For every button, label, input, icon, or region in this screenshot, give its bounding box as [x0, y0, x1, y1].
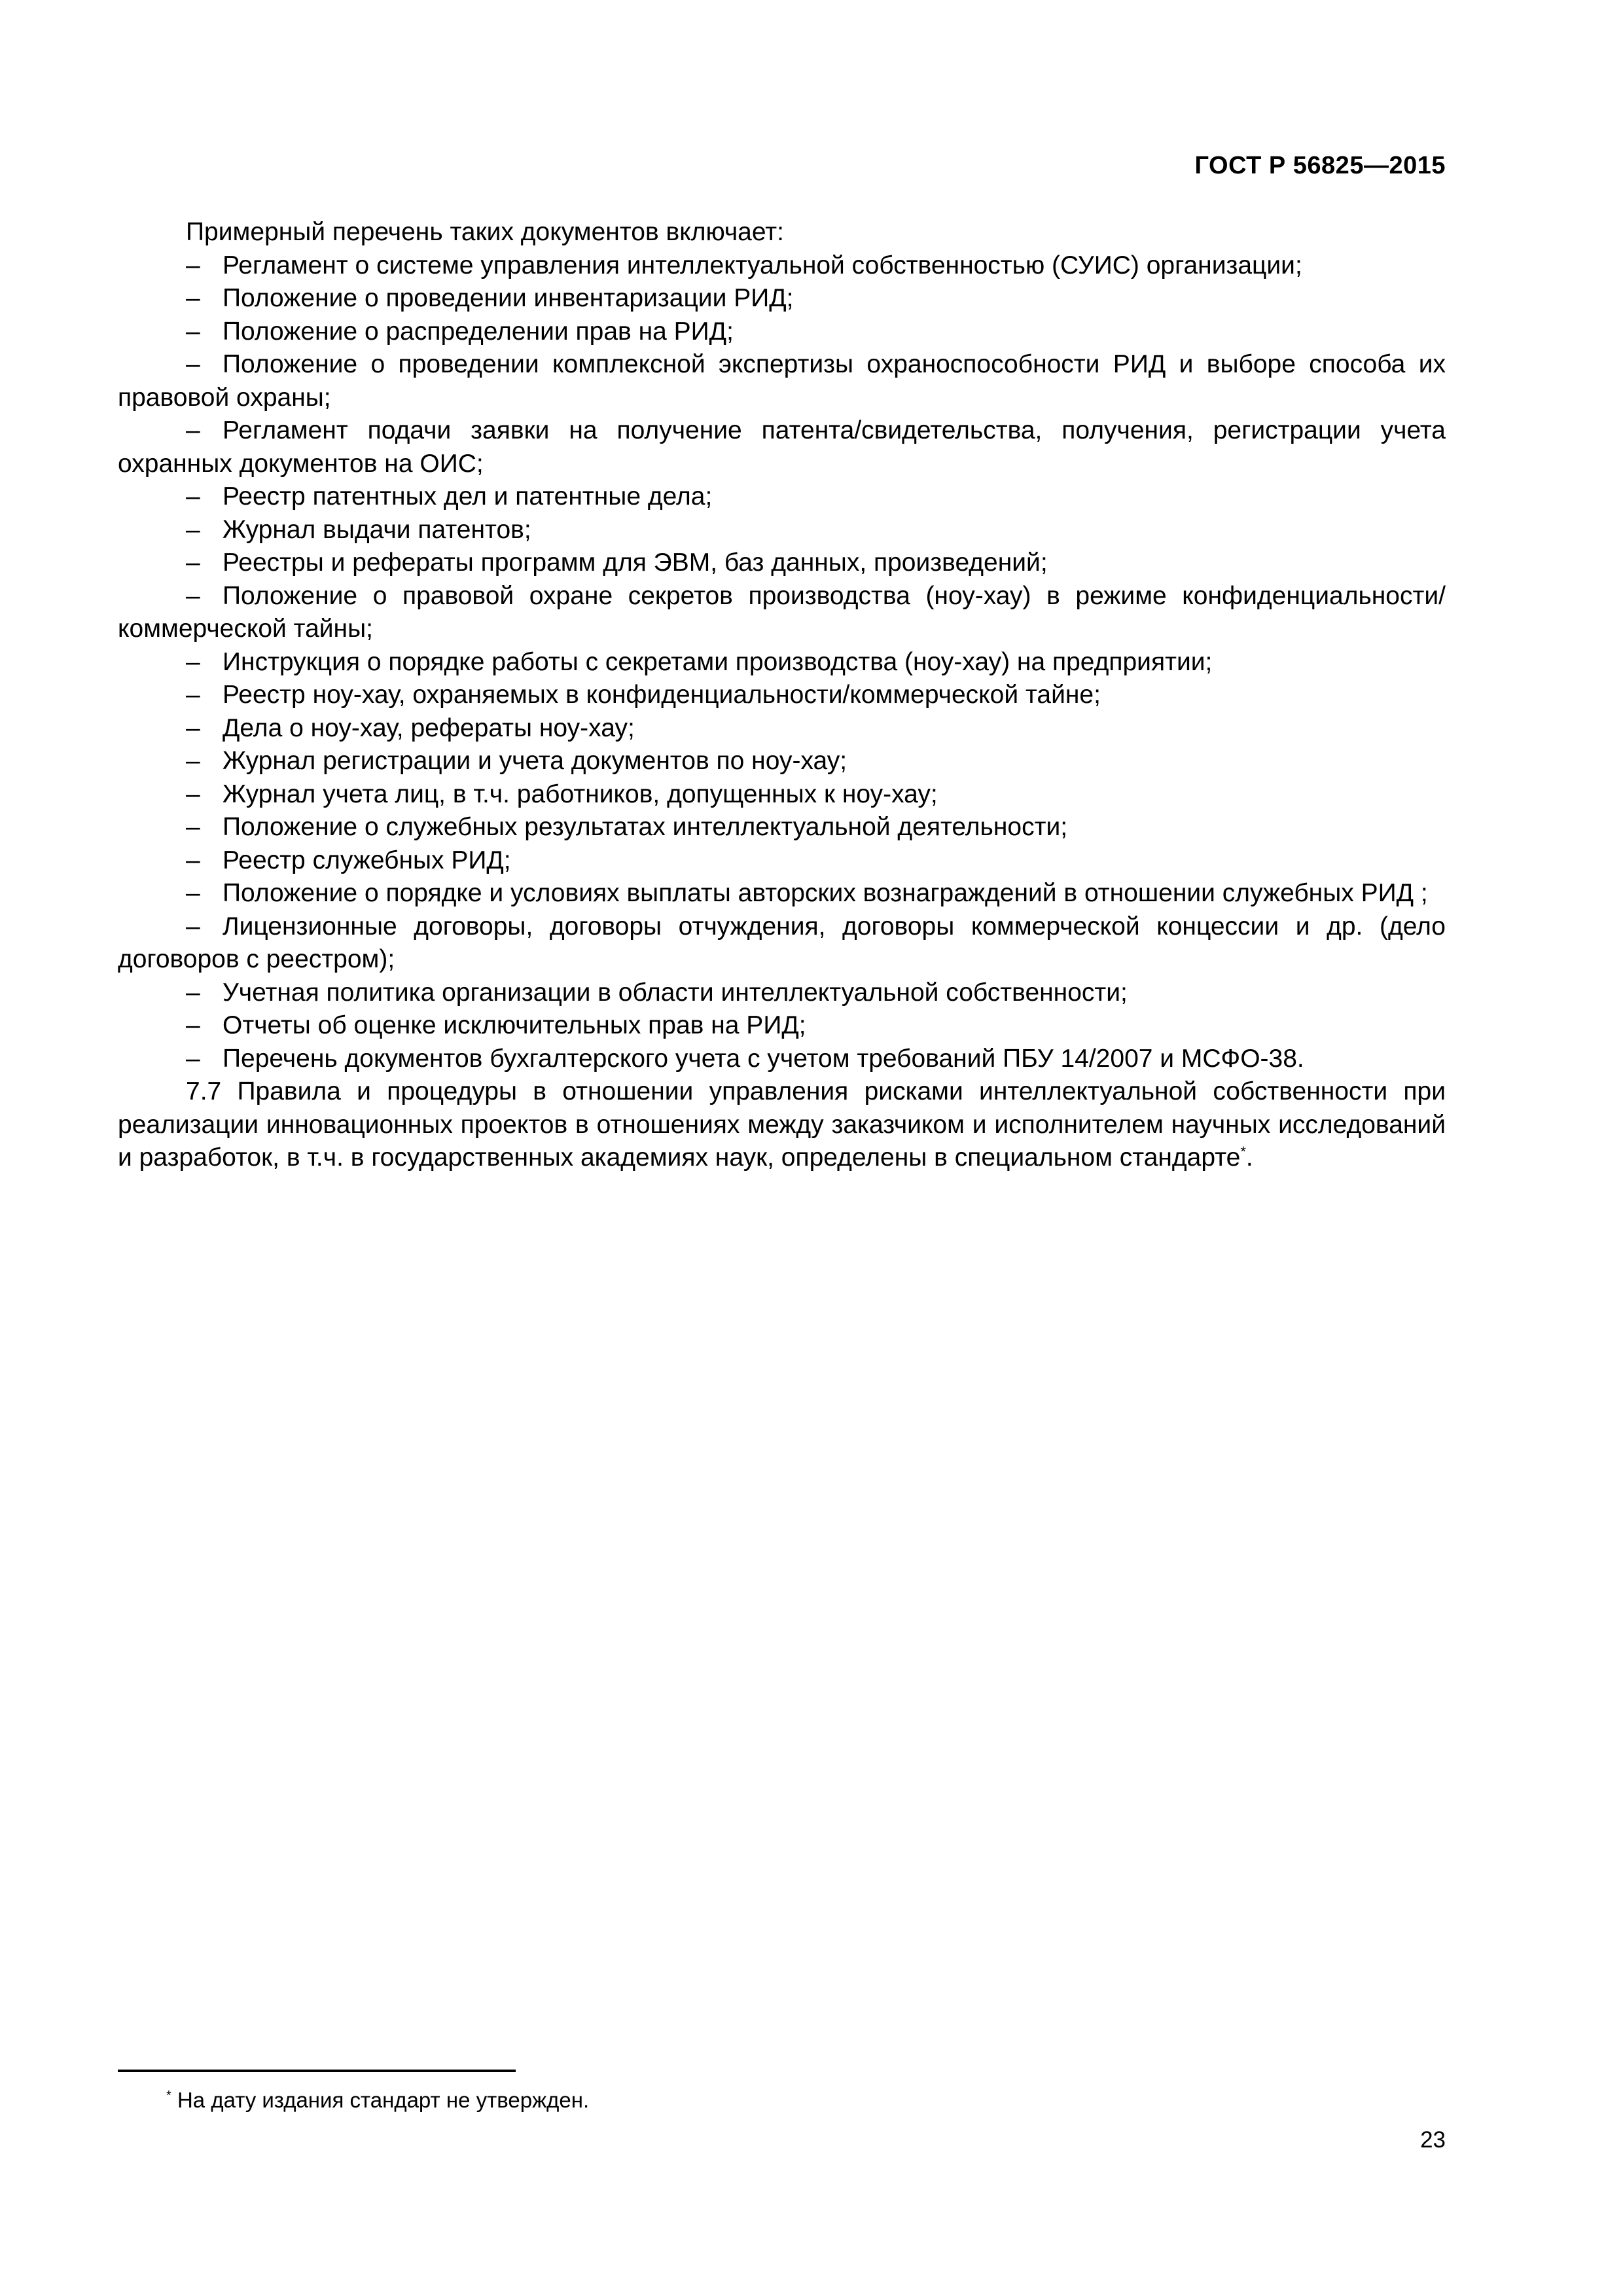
list-item-dash: – — [186, 647, 200, 676]
list-item-dash: – — [186, 284, 200, 312]
footnote — [166, 2088, 589, 2113]
list-item — [118, 877, 1446, 910]
clause-7-7-text: 7.7 Правила и процедуры в отношении управления рисками интеллектуальной собственности при реализации инновационных проектов в отношениях между заказчиком и исполнителем научных исследований и разработок, в т.ч. в государственных академиях наук, определены в специальном стандарте — [118, 1077, 1446, 1172]
list-item-text: Инструкция о порядке работы с секретами производства (ноу-хау) на предприятии; — [223, 647, 1213, 676]
list-item-text: Положение о проведении комплексной экспертизы охраноспособности РИД и выборе способа их правовой охраны; — [118, 350, 1446, 412]
list-item-dash: – — [186, 879, 200, 907]
list-item-dash: – — [186, 846, 200, 874]
list-item-dash: – — [186, 747, 200, 775]
list-item-text: Регламент о системе управления интеллектуальной собственностью (СУИС) организации; — [223, 251, 1302, 279]
footnote-reference: * — [1240, 1143, 1246, 1160]
list-item — [118, 1043, 1446, 1076]
list-item-text: Положение о служебных результатах интеллектуальной деятельности; — [223, 813, 1068, 841]
list-item-dash: – — [186, 681, 200, 709]
document-list — [118, 249, 1446, 1076]
list-item-text: Положение о проведении инвентаризации РИД; — [223, 284, 794, 312]
list-item-text: Регламент подачи заявки на получение патента/свидетельства, получения, регистрации учета охранных документов на ОИС; — [118, 416, 1446, 478]
list-item-dash: – — [186, 813, 200, 841]
list-item — [118, 844, 1446, 878]
list-item — [118, 547, 1446, 580]
list-item-dash: – — [186, 317, 200, 346]
list-item — [118, 514, 1446, 547]
list-item-dash: – — [186, 1044, 200, 1073]
list-item — [118, 778, 1446, 812]
list-item — [118, 249, 1446, 283]
list-item-dash: – — [186, 912, 200, 941]
list-item-dash: – — [186, 548, 200, 577]
list-item — [118, 348, 1446, 414]
document-header-title: ГОСТ Р 56825—2015 — [1194, 152, 1446, 179]
list-item-dash: – — [186, 713, 200, 742]
page-number: 23 — [1420, 2127, 1446, 2153]
list-item — [118, 480, 1446, 514]
list-item-text: Положение о распределении прав на РИД; — [223, 317, 734, 346]
list-item — [118, 282, 1446, 315]
list-item-dash: – — [186, 416, 200, 444]
list-item — [118, 811, 1446, 844]
list-item-dash: – — [186, 515, 200, 544]
list-item-text: Положение о порядке и условиях выплаты авторских вознаграждений в отношении служебных РИД ; — [223, 879, 1428, 907]
list-item-dash: – — [186, 1011, 200, 1039]
list-item — [118, 712, 1446, 745]
list-item-dash: – — [186, 780, 200, 808]
list-item-text: Положение о правовой охране секретов производства (ноу-хау) в режиме конфиденциальности/коммерческой тайны; — [118, 581, 1446, 643]
list-item-text: Реестр служебных РИД; — [223, 846, 511, 874]
footnote-text: На дату издания стандарт не утвержден. — [177, 2088, 590, 2112]
list-intro: Примерный перечень таких документов включает: — [186, 218, 784, 246]
list-item-dash: – — [186, 482, 200, 511]
list-item-text: Журнал выдачи патентов; — [223, 515, 531, 544]
footnote-separator — [118, 2070, 516, 2072]
list-item-dash: – — [186, 350, 200, 378]
list-item-dash: – — [186, 978, 200, 1007]
footnote-marker: * — [166, 2089, 171, 2103]
list-item-text: Реестры и рефераты программ для ЭВМ, баз данных, произведений; — [223, 548, 1048, 577]
list-item-text: Дела о ноу-хау, рефераты ноу-хау; — [223, 713, 635, 742]
list-item-text: Лицензионные договоры, договоры отчуждения, договоры коммерческой концессии и др. (дело договоров с реестром); — [118, 912, 1446, 973]
list-item-text: Журнал учета лиц, в т.ч. работников, допущенных к ноу-хау; — [223, 780, 938, 808]
list-item-text: Учетная политика организации в области интеллектуальной собственности; — [223, 978, 1128, 1007]
list-item-text: Журнал регистрации и учета документов по ноу-хау; — [223, 747, 847, 775]
list-item — [118, 1009, 1446, 1043]
document-body — [118, 216, 1446, 1175]
list-item — [118, 977, 1446, 1010]
list-item-text: Реестр патентных дел и патентные дела; — [223, 482, 713, 511]
list-item-dash: – — [186, 251, 200, 279]
list-item-text: Перечень документов бухгалтерского учета с учетом требований ПБУ 14/2007 и МСФО-38. — [223, 1044, 1304, 1073]
list-item — [118, 910, 1446, 977]
clause-7-7-end: . — [1245, 1143, 1253, 1172]
list-item — [118, 414, 1446, 480]
list-item — [118, 646, 1446, 679]
list-item-text: Отчеты об оценке исключительных прав на РИД; — [223, 1011, 806, 1039]
clause-7-7 — [118, 1075, 1446, 1175]
list-item — [118, 745, 1446, 778]
list-item-dash: – — [186, 581, 200, 610]
list-item — [118, 315, 1446, 349]
list-item — [118, 580, 1446, 646]
list-item-text: Реестр ноу-хау, охраняемых в конфиденциальности/коммерческой тайне; — [223, 681, 1101, 709]
list-item — [118, 679, 1446, 712]
